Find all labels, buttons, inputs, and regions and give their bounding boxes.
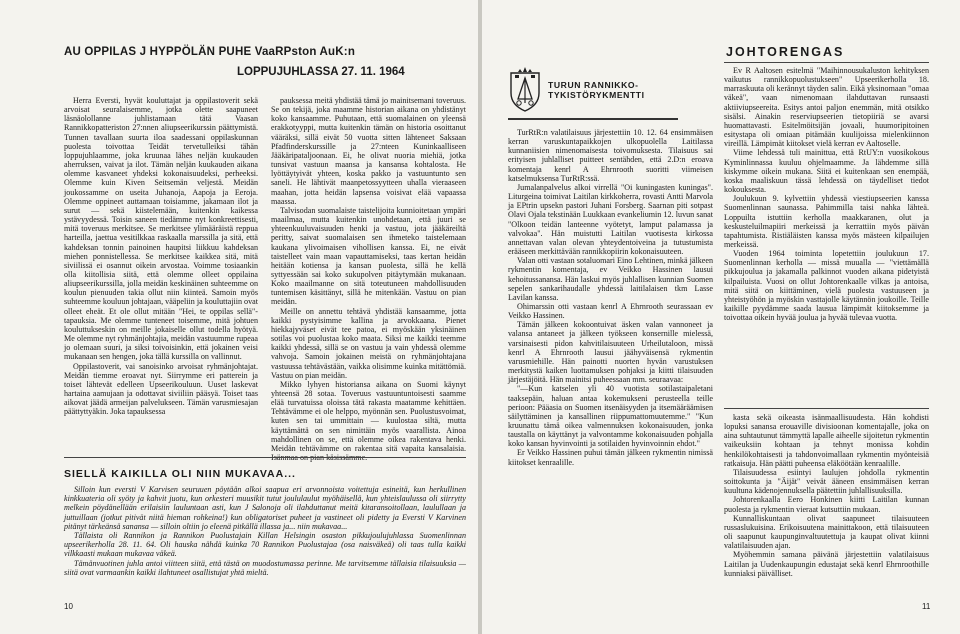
section-divider <box>724 408 929 409</box>
page-number: 11 <box>922 602 931 611</box>
paragraph: Johtorenkaalla Eero Honkinen kiitti Laitilan kunnan puolesta ja rykmentin vieraat kutsuttiin mukaan. <box>724 495 929 514</box>
paragraph: Myöhemmin samana päivänä järjestettiin valatilaisuus Laitilan ja Uudenkaupungin edustajat sekä kenrl Ehrnroothille kunniaksi päivälliset. <box>724 550 929 578</box>
paragraph: Jumalanpalvelus alkoi virrellä "Oi kuningasten kuningas". Liturgeina toimivat Laitilan kirkkoherra, rovasti Antti Marvola ja EPtrin upsekn pastori Juhani Forsberg. Saarnan piti sotpast Olavi Ojala tekstinään Luukkaan evankeliumin 12. luvun sanat "Olkoon teidän lanteenne vyötetyt, lamput palamassa ja valvokaa". Hän muistutti Laitilan vuotisesta kirkossa annettavan valan olevan yhteydentoiveina ja tutustumista erääseen merkittävään rannikkopiirin kokonaisuuteen. <box>508 182 713 257</box>
page-number: 10 <box>64 602 73 611</box>
paragraph: Tällaista oli Rannikon ja Rannikon Puolustajain Killan Helsingin osaston pikkujoulujuhlassa Suomenlinnan upseerikerhollа 28. 11. 64. Oli hauska nähdä kuinka 70 Rannikon Puolustajaa (osa naisväkeä) oli taas tulla kaikki vilkkaasti mukaan mukavaa väkeä. <box>64 531 466 559</box>
regiment-article-column <box>508 128 713 596</box>
article-title-line-2: LOPPUJUHLASSA 27. 11. 1964 <box>237 66 405 78</box>
paragraph: Valan otti vastaan sotaluomari Eino Lehtinen, minkä jälkeen rykmentin komentaja, ev Veikko Hassinen lausui kehoitussanansa. Hän laskui myös juhlallisen kunnian Suomen sepelen sankarihaudalle yhdessä laitilalaisen tkm Lasse Lavilan kanssa. <box>508 256 713 302</box>
paragraph: Tilaisuudessa esiintyi laulujen johdolla rykmentin soittokunta ja "Äijät" veivät ääneen ensimmäisen kerran kuultuna kädenojennuksella päätettiin juhlallisuuksilla. <box>724 467 929 496</box>
paragraph: Ev R Aaltosen esitelmä "Maihinnousukaluston kehityksen vaikutus rannikkopuolustukseen" Upseerikerhollа 18. marraskuuta oli kerännyt täyden salin. Eikä yksinomaan "omaa väkeä", vaan nimenomaan ilahduttavan runsaasti aktiiviupseereita. Esitys antoi paljon enemmän, mitä otsikko sisälsi. Ainakin reserviupseerien tietopiiriä se avarsi huomattavasti. Esitelmöitsijän jovaali, huumoripitoinen esitystapa oli omiaan pitämään kuulijoissa mielenkiinnon vireillä. Lämpimät kiitokset vielä kerran ev Aaltoselle. <box>724 66 929 149</box>
paragraph: Oppilastoverit, vai sanoisinko arvoisat ryhmänjohtajat. Meidän tiemme eroavat nyt. Siirrymme eri patterein ja toiset lähtevät edelleen Upseerikouluun. Uuset laskevat hartaina aamujaan ja odottavat siviiliin pääsyä. Toiset taas aikovat jäädä armeijan palvelukseen. Tämän varusmiesajan päättyttyäkin. Joka tapauksessa <box>64 361 258 417</box>
paragraph: Silloin kun eversti V Karvisen seuruuen pöytään alkoi saapua eri arvonnoista voitettuja esineitä, kun herkullinen kinkkuateria oli syöty ja kahvit juotu, kun orkesteri muusikit tutut joululaulut myöhäisellä, kun yhteislaulussa oli siirrytty melkein pöydänellään erilaisiin lauluntaan asti, kun J Salonoja oli ilahduttanut meitä kitaransoitollaan, laulullaan ja juttuillaan (jotkut pitivät niitä hieman rohkeina!) kun obligatoriset puheet ja vastineet oli pidetty ja Eversti V Karvinen pitänyt tärkeänsä sanansa — silloin oltiin jo eleenä pitkällä illassa ja... niin mukavaa... <box>64 485 466 531</box>
regiment-heading-line-2: TYKISTÖRYKMENTTI <box>548 90 645 100</box>
left-article-column-2 <box>271 96 466 451</box>
paragraph: Ohimarssin otti vastaan kenrl A Ehrnrooth seurassaan ev Veikko Hassinen. <box>508 301 713 321</box>
regiment-heading <box>548 80 645 100</box>
paragraph: kasta sekä oikeasta isänmaallisuudesta. Hän kohdisti lopuksi sanansa erouaville divisioonan komentajalle, joka on aina suhtautunut tämmyttä lapalle aiheelle sijoitetun rykmentin vaikeuksiin kohtaan ja tehnyt monissa kohdin henkilökohtaisesti ja tahdonvoimallaan rykmentin myönteisiä ratkaisuja. Hän päätti puheensa eläköötään kenraalille. <box>724 413 929 468</box>
paragraph: "—Kun katselen yli 40 vuotista sotilastaipaletani taaksepäin, haluan antaa kokemukseni perusteella teille perioon: Pääasia on Suomen itsenäisyyden ja itsemääräämisen säilyttäminen ja kansallinen riippumattomuutemme." "Kun kruunattu tämä oikea valmennuksen kokonaisuuden, jonka taustalla on käyttänyt ja valvontamme kokonaisuuden pohjalla koko kansan hyvinvointi ja sotilaiden hyvinvoinnin ehdot." <box>508 384 713 449</box>
paragraph: Meille on annettu tehtävä yhdistää kansaamme, jotta kaikki pystyisimme kallina ja arvokkaana. Pienet hiekkajyväset eivät tee patoa, ei myöskään yksinäinen sotilas voi puolustaa koko maata. Siksi me kaikki teemme kaikki yhdessä, sillä se on vastuu ja vain yhdessä olemme vahvoja. Samoin jokainen meistä on ryhmänjohtajana vastuussa tehtävästään, vaikka olisimme kuinka mitättömiä. Vastuu on pian meidän. <box>271 306 466 380</box>
left-page <box>0 0 478 634</box>
paragraph: Tämänvuotinen juhla antoi viitteen siitä, että tästä on muodostumassa perinne. Me tarvitsemme tällaisia tilaisuuksia — siitä ovat varmaankin kaikki ilahtuneet osallistujat yhtä mieltä. <box>64 558 466 577</box>
paragraph: Talvisodan suomalaiste taistelijoita kunnioitetaan ympäri maailmaa, mutta kuitenkin unohdetaan, että juuri se yhteenkuuluvaisuuden henki ja vastuu, jota jääkäreiltä peritty, saivat suomalaisen sen ihmeteko taistelemaan kaukana ylivoimaisen vihollisen kanssa. Ei, ne eivät taistelleet vain maan vapauttamiseksi, taas kertan heidän heitään kotiensa ja kansan puolesta, sillä he kellä syttyessään sai koko sukupolven pitäytymään mukanaan. Koko maailmanne on sitä toteutuneen mahdollisuuden tuntemisen käsittänyt, sillä he mitenkään. Vastuu on pian meidän. <box>271 205 466 307</box>
regiment-article-continuation <box>724 413 929 596</box>
paragraph: TurRtR:n valatilaisuus järjestettiin 10. 12. 64 ensimmäisen kerran varuskuntapaikkojen ulkopuolella Laitilassa kunnaniisien nimenomaisesta toivomuksesta. Tilaisuus sai erityisen juhlalliset puitteet sentähden, että 2.D:n eroava komentaja kenrl A Ehrnrooth suoritti viimeisen katselmuksensa TurRtR:ssä. <box>508 128 713 183</box>
italic-article <box>64 485 466 577</box>
left-article-column-1 <box>64 96 258 451</box>
heading-rule <box>508 118 678 120</box>
paragraph: Vuoden 1964 toiminta lopetettiin joulukuun 17. Suomenlinnan kerholla — missä muualla — "viettämällä pikkujoulua ja jakamalla palkinnot vuoden aikana pidetyistä kilpailuista. Vuosi on ollut Johtorenkaalle vilkas ja antoisa, mitä siitä on kiittäminen, vielä puolesta vastuuseen ja yhteistyöhön ja myöskin vasttajolle käytännön joukoille. Teille kaikille pyydämme saada lausua lämpimät kiitoksemme ja toivottaa oikein hyvää joulua ja hyvää tulevaa vuotta. <box>724 249 929 323</box>
right-page <box>482 0 960 634</box>
paragraph: Er Veikko Hassinen puhui tämän jälkeen rykmentin nimissä kiitokset kenraalille. <box>508 448 713 467</box>
section-divider <box>64 457 466 458</box>
heading-rule <box>724 62 929 63</box>
paragraph: Joulukuun 9. kylvettiin yhdessä viestiupseerien kanssa Suomenlinnan saunassa. Pahimmilla taisi nahka lähteä. Loppuilta istuttiin kerholla maakkaranen, olut ja keskusteluilmapiiri merkeissä ja kerrattiin myös päivän tapahtumista. Ristiäläisten kanssa myös mästeen kilpailujen merkeissä. <box>724 194 929 249</box>
regiment-heading-line-1: TURUN RANNIKKO- <box>548 80 639 90</box>
paragraph: pauksessa meitä yhdistää tämä jo mainitsemani toveruus. Se on tekijä, joka maamme historian aikana on yhdistänyt koko kansaamme. Puhutaan, että suomalainen on yleensä erakkotyyppi, mutta kuitenkin tämän on historia osoittanut vääräksi, sillä eivät 50 vuotta sitten lähteneet Saksaan Pfadfinderskurssille ja 27:nteen Kuninkaalliseen Jääkäripataljoonaan. Ei, he olivat nuoria miehiä, jotka tunsivat vastuun maansa ja kansansa kohtalosta. He lyöttäytyivät yhteen, koska pakko ja vastuuntunto sen saneli. He lähtivät maanpetossyytteen uhalla vieraaseen maahan, jotta heidän lapsensa voisivat elää vapaassa maassa. <box>271 96 466 206</box>
paragraph: Viime lehdessä tuli mainittua, että RtUY:n vuosikokous Kyminlinnassa kuuluu ohjelmaamme. Ja lähdemme sillä kiskymme oikein mukana. Siitä ei kuitenkaan sen enempää, koska maaliskuun tässä lehdessä on täydelliset tiedot kokouksesta. <box>724 148 929 195</box>
section-heading: SIELLÄ KAIKILLA OLI NIIN MUKAVAA... <box>64 468 296 480</box>
paragraph: Mikko lyhyen historiansa aikana on Suomi käynyt yhteensä 28 sotaa. Toveruus vastuuntuntoisesti saamme elää turvatuissa oloissa tätä rakasta maatamme kehittäen. Tehtävämme ei ole helppo, myönnän sen. Puolustusvoimat, kuten sen tai ummittain — kuulostaa siltä, mutta käyttämättä on sen nimittäin myös vaarallista. Ainoa mahdollinen on se, että olemme oikea rakentava henki. Meidän tehtävämme on rakentaa sitä vapaita kansalaisia. <box>271 379 466 453</box>
article-title-line-1: AU OPPILAS J HYPPÖLÄN PUHE VaaRPston AuK:n <box>64 46 356 58</box>
johtorengas-heading: JOHTORENGAS <box>726 45 845 59</box>
paragraph: Kunnalliskuntaan olivat saapuneet tilaisuuteen russaslukuisina. Erikoisuutena mainittakoon, että tilaisuuteen oli saapunut kaupunginvaltuutettuja ja kaupat olivat kiinni valatilaisuuden ajan. <box>724 513 929 551</box>
paragraph: Tämän jälkeen kokoontuivat äsken valan vannoneet ja valansa antaneet ja jälkeen työkseen konsernille mielessä, varsinaisesti pidon kahvitilaisuuteen Urheilutaloon, missä kenrl A Ehrnrooth lausui jäähyväisensä rykmentin varusmiehille. Hän painotti nuorten hyvän varustuksen merkitystä kaiken luottamuksen pohjaksi ja kiitti tilaisuuden järjestäjöitä. Hän mainitsi puheessaan mm. seuraavaa: <box>508 320 713 385</box>
regiment-emblem-icon <box>508 65 542 113</box>
paragraph: Herra Eversti, hyvät kouluttajat ja oppilastoverit sekä arvoisat seuralaisemme, jotka olette saapuneet läsnäolollanne juhlistamaan tätä Vaasan Rannikkopatteriston 27:nnen aliupseerikurssin päättymistä. Tunnen tavallaan suurta iloa saadessani oppilaskunnan puolesta toivottaa Teidät tervetulleiksi tähän loppujuhlaamme, joka kruunaa lähes neljän kuukauden aherruksen, vaivat ja ilot. Tämän neljän kuukauden aikana olemme kasvaneet yhdeksi kokonaisuudeksi, perheeksi. Olemme kuin Kiven Seitsemän veljestä. Meidän joukossamme on useita Juhanoja, Aapoja ja Eeroja. Olemme oppineet auttamaan toisiamme, jakamaan ilot ja surut — sekä kiistelemään, kuitenkin kaikessa ystävyydessä. Toisin saneen tiedämme nyt konkreettisesti, mitä toveruus merkitsee. Se merkitsee ylimääräistä reppua harteilla, jaettua vesitilkkaa raskaalla marssilla ja sitä, että kahdeksan tonnin painoinen haupitsi liikkuu kahdeksan miehen ponnistellessa. Se merkitsee kaikkea sitä, mitä siviilissä ei osannut oikein arvostaa. Voimme tosiaankin olla kiitollisia siitä, että olemme olleet oppilaina aliupseerikurssilla, jolla meidän keskinäinen suhteemme on koulun pienuuden takia ollut niin kiinteä. Samoin myös suhteemme kouluun johtajaan, vääpeliin ja kouluttajiin ovat olleet eheät. Et ole ollut mitään "Hei, te oppilas sellä"-tapauksia. Me olemme tunteneet toisemme, mitä johtuen kouluttukseskin on meille jokaiselle ollut todella hyötyä. Me olemme nyt ryhmänjohtajia, meidän vastuumme rupeaa jo olemaan suuri, ja siksi toivoisinkin, että jokainen veisi mukanaan sen hengen, joka tällä kurssilla on vallinnut. <box>64 96 258 362</box>
johtorengas-article-column <box>724 66 929 403</box>
